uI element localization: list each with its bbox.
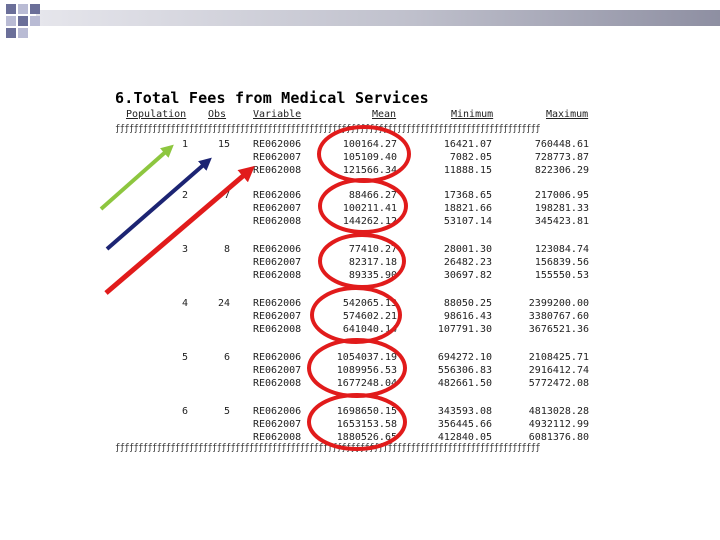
minimum-cell: 28001.30 bbox=[443, 244, 492, 255]
header-obs: Obs bbox=[208, 109, 227, 120]
mean-cell: 542065.13 bbox=[342, 298, 397, 309]
maximum-cell: 760448.61 bbox=[534, 139, 589, 150]
obs-cell: 8 bbox=[223, 244, 230, 255]
mean-cell: 144262.12 bbox=[342, 216, 397, 227]
variable-cell: RE062006 bbox=[253, 298, 302, 309]
maximum-cell: 3380767.60 bbox=[528, 311, 589, 322]
obs-cell: 7 bbox=[223, 190, 230, 201]
population-cell: 5 bbox=[181, 352, 188, 363]
variable-cell: RE062008 bbox=[253, 432, 302, 443]
page-title: 6.Total Fees from Medical Services bbox=[115, 89, 429, 107]
variable-cell: RE062008 bbox=[253, 216, 302, 227]
variable-cell: RE062007 bbox=[253, 311, 302, 322]
mean-cell: 1653153.58 bbox=[336, 419, 397, 430]
mean-cell: 100164.27 bbox=[342, 139, 397, 150]
mean-cell: 1677248.04 bbox=[336, 378, 397, 389]
minimum-cell: 107791.30 bbox=[437, 324, 492, 335]
maximum-cell: 155550.53 bbox=[534, 270, 589, 281]
population-cell: 4 bbox=[181, 298, 188, 309]
maximum-cell: 2916412.74 bbox=[528, 365, 589, 376]
variable-cell: RE062006 bbox=[253, 139, 302, 150]
minimum-cell: 556306.83 bbox=[437, 365, 492, 376]
variable-cell: RE062006 bbox=[253, 244, 302, 255]
mean-cell: 1054037.19 bbox=[336, 352, 397, 363]
mean-cell: 77410.27 bbox=[348, 244, 397, 255]
table-bottom-rule: ƒƒƒƒƒƒƒƒƒƒƒƒƒƒƒƒƒƒƒƒƒƒƒƒƒƒƒƒƒƒƒƒƒƒƒƒƒƒƒƒƒƒƒƒƒƒƒƒƒƒƒƒƒƒƒƒƒƒƒƒƒƒƒƒƒƒƒƒƒƒƒƒƒƒƒƒƒƒƒƒƒƒƒƒƒƒƒƒƒƒƒƒ bbox=[115, 443, 540, 453]
population-cell: 6 bbox=[181, 406, 188, 417]
maximum-cell: 3676521.36 bbox=[528, 324, 589, 335]
variable-cell: RE062008 bbox=[253, 165, 302, 176]
variable-cell: RE062007 bbox=[253, 257, 302, 268]
minimum-cell: 482661.50 bbox=[437, 378, 492, 389]
minimum-cell: 88050.25 bbox=[443, 298, 492, 309]
variable-cell: RE062006 bbox=[253, 352, 302, 363]
maximum-cell: 728773.87 bbox=[534, 152, 589, 163]
variable-cell: RE062008 bbox=[253, 270, 302, 281]
minimum-cell: 16421.07 bbox=[443, 139, 492, 150]
maximum-cell: 822306.29 bbox=[534, 165, 589, 176]
minimum-cell: 18821.66 bbox=[443, 203, 492, 214]
minimum-cell: 694272.10 bbox=[437, 352, 492, 363]
variable-cell: RE062007 bbox=[253, 365, 302, 376]
population-cell: 3 bbox=[181, 244, 188, 255]
header-maximum: Maximum bbox=[546, 109, 589, 120]
maximum-cell: 2399200.00 bbox=[528, 298, 589, 309]
mean-cell: 82317.18 bbox=[348, 257, 397, 268]
population-cell: 1 bbox=[181, 139, 188, 150]
header-variable: Variable bbox=[253, 109, 302, 120]
maximum-cell: 156839.56 bbox=[534, 257, 589, 268]
variable-cell: RE062007 bbox=[253, 152, 302, 163]
mean-cell: 100211.41 bbox=[342, 203, 397, 214]
highlight-circle bbox=[320, 235, 404, 287]
mean-cell: 88466.27 bbox=[348, 190, 397, 201]
obs-cell: 6 bbox=[223, 352, 230, 363]
maximum-cell: 5772472.08 bbox=[528, 378, 589, 389]
minimum-cell: 53107.14 bbox=[443, 216, 492, 227]
mean-cell: 89335.90 bbox=[348, 270, 397, 281]
minimum-cell: 17368.65 bbox=[443, 190, 492, 201]
minimum-cell: 11888.15 bbox=[443, 165, 492, 176]
variable-cell: RE062008 bbox=[253, 378, 302, 389]
mean-cell: 574602.21 bbox=[342, 311, 397, 322]
minimum-cell: 412840.05 bbox=[437, 432, 492, 443]
variable-cell: RE062007 bbox=[253, 203, 302, 214]
minimum-cell: 343593.08 bbox=[437, 406, 492, 417]
maximum-cell: 123084.74 bbox=[534, 244, 589, 255]
minimum-cell: 26482.23 bbox=[443, 257, 492, 268]
maximum-cell: 198281.33 bbox=[534, 203, 589, 214]
maximum-cell: 4932112.99 bbox=[528, 419, 589, 430]
minimum-cell: 98616.43 bbox=[443, 311, 492, 322]
maximum-cell: 345423.81 bbox=[534, 216, 589, 227]
mean-cell: 641040.14 bbox=[342, 324, 397, 335]
mean-cell: 105109.40 bbox=[342, 152, 397, 163]
obs-cell: 5 bbox=[223, 406, 230, 417]
maximum-cell: 2108425.71 bbox=[528, 352, 589, 363]
highlight-circle bbox=[319, 127, 409, 181]
mean-cell: 121566.34 bbox=[342, 165, 397, 176]
highlight-circle bbox=[312, 288, 400, 342]
minimum-cell: 7082.05 bbox=[449, 152, 492, 163]
variable-cell: RE062006 bbox=[253, 406, 302, 417]
variable-cell: RE062007 bbox=[253, 419, 302, 430]
green-arrow bbox=[101, 148, 170, 209]
mean-cell: 1880526.65 bbox=[336, 432, 397, 443]
highlight-circle bbox=[320, 180, 406, 232]
highlight-circle bbox=[309, 395, 405, 449]
mean-cell: 1698650.15 bbox=[336, 406, 397, 417]
highlight-circle bbox=[309, 340, 405, 396]
header-minimum: Minimum bbox=[451, 109, 494, 120]
mean-cell: 1089956.53 bbox=[336, 365, 397, 376]
variable-cell: RE062008 bbox=[253, 324, 302, 335]
obs-cell: 15 bbox=[217, 139, 230, 150]
minimum-cell: 30697.82 bbox=[443, 270, 492, 281]
maximum-cell: 217006.95 bbox=[534, 190, 589, 201]
navy-arrow bbox=[107, 161, 208, 249]
header-population: Population bbox=[126, 109, 187, 120]
maximum-cell: 4813028.28 bbox=[528, 406, 589, 417]
obs-cell: 24 bbox=[217, 298, 230, 309]
minimum-cell: 356445.66 bbox=[437, 419, 492, 430]
table-top-rule: ƒƒƒƒƒƒƒƒƒƒƒƒƒƒƒƒƒƒƒƒƒƒƒƒƒƒƒƒƒƒƒƒƒƒƒƒƒƒƒƒƒƒƒƒƒƒƒƒƒƒƒƒƒƒƒƒƒƒƒƒƒƒƒƒƒƒƒƒƒƒƒƒƒƒƒƒƒƒƒƒƒƒƒƒƒƒƒƒƒƒƒƒ bbox=[115, 124, 540, 134]
header-mean: Mean bbox=[372, 109, 397, 120]
maximum-cell: 6081376.80 bbox=[528, 432, 589, 443]
variable-cell: RE062006 bbox=[253, 190, 302, 201]
population-cell: 2 bbox=[181, 190, 188, 201]
